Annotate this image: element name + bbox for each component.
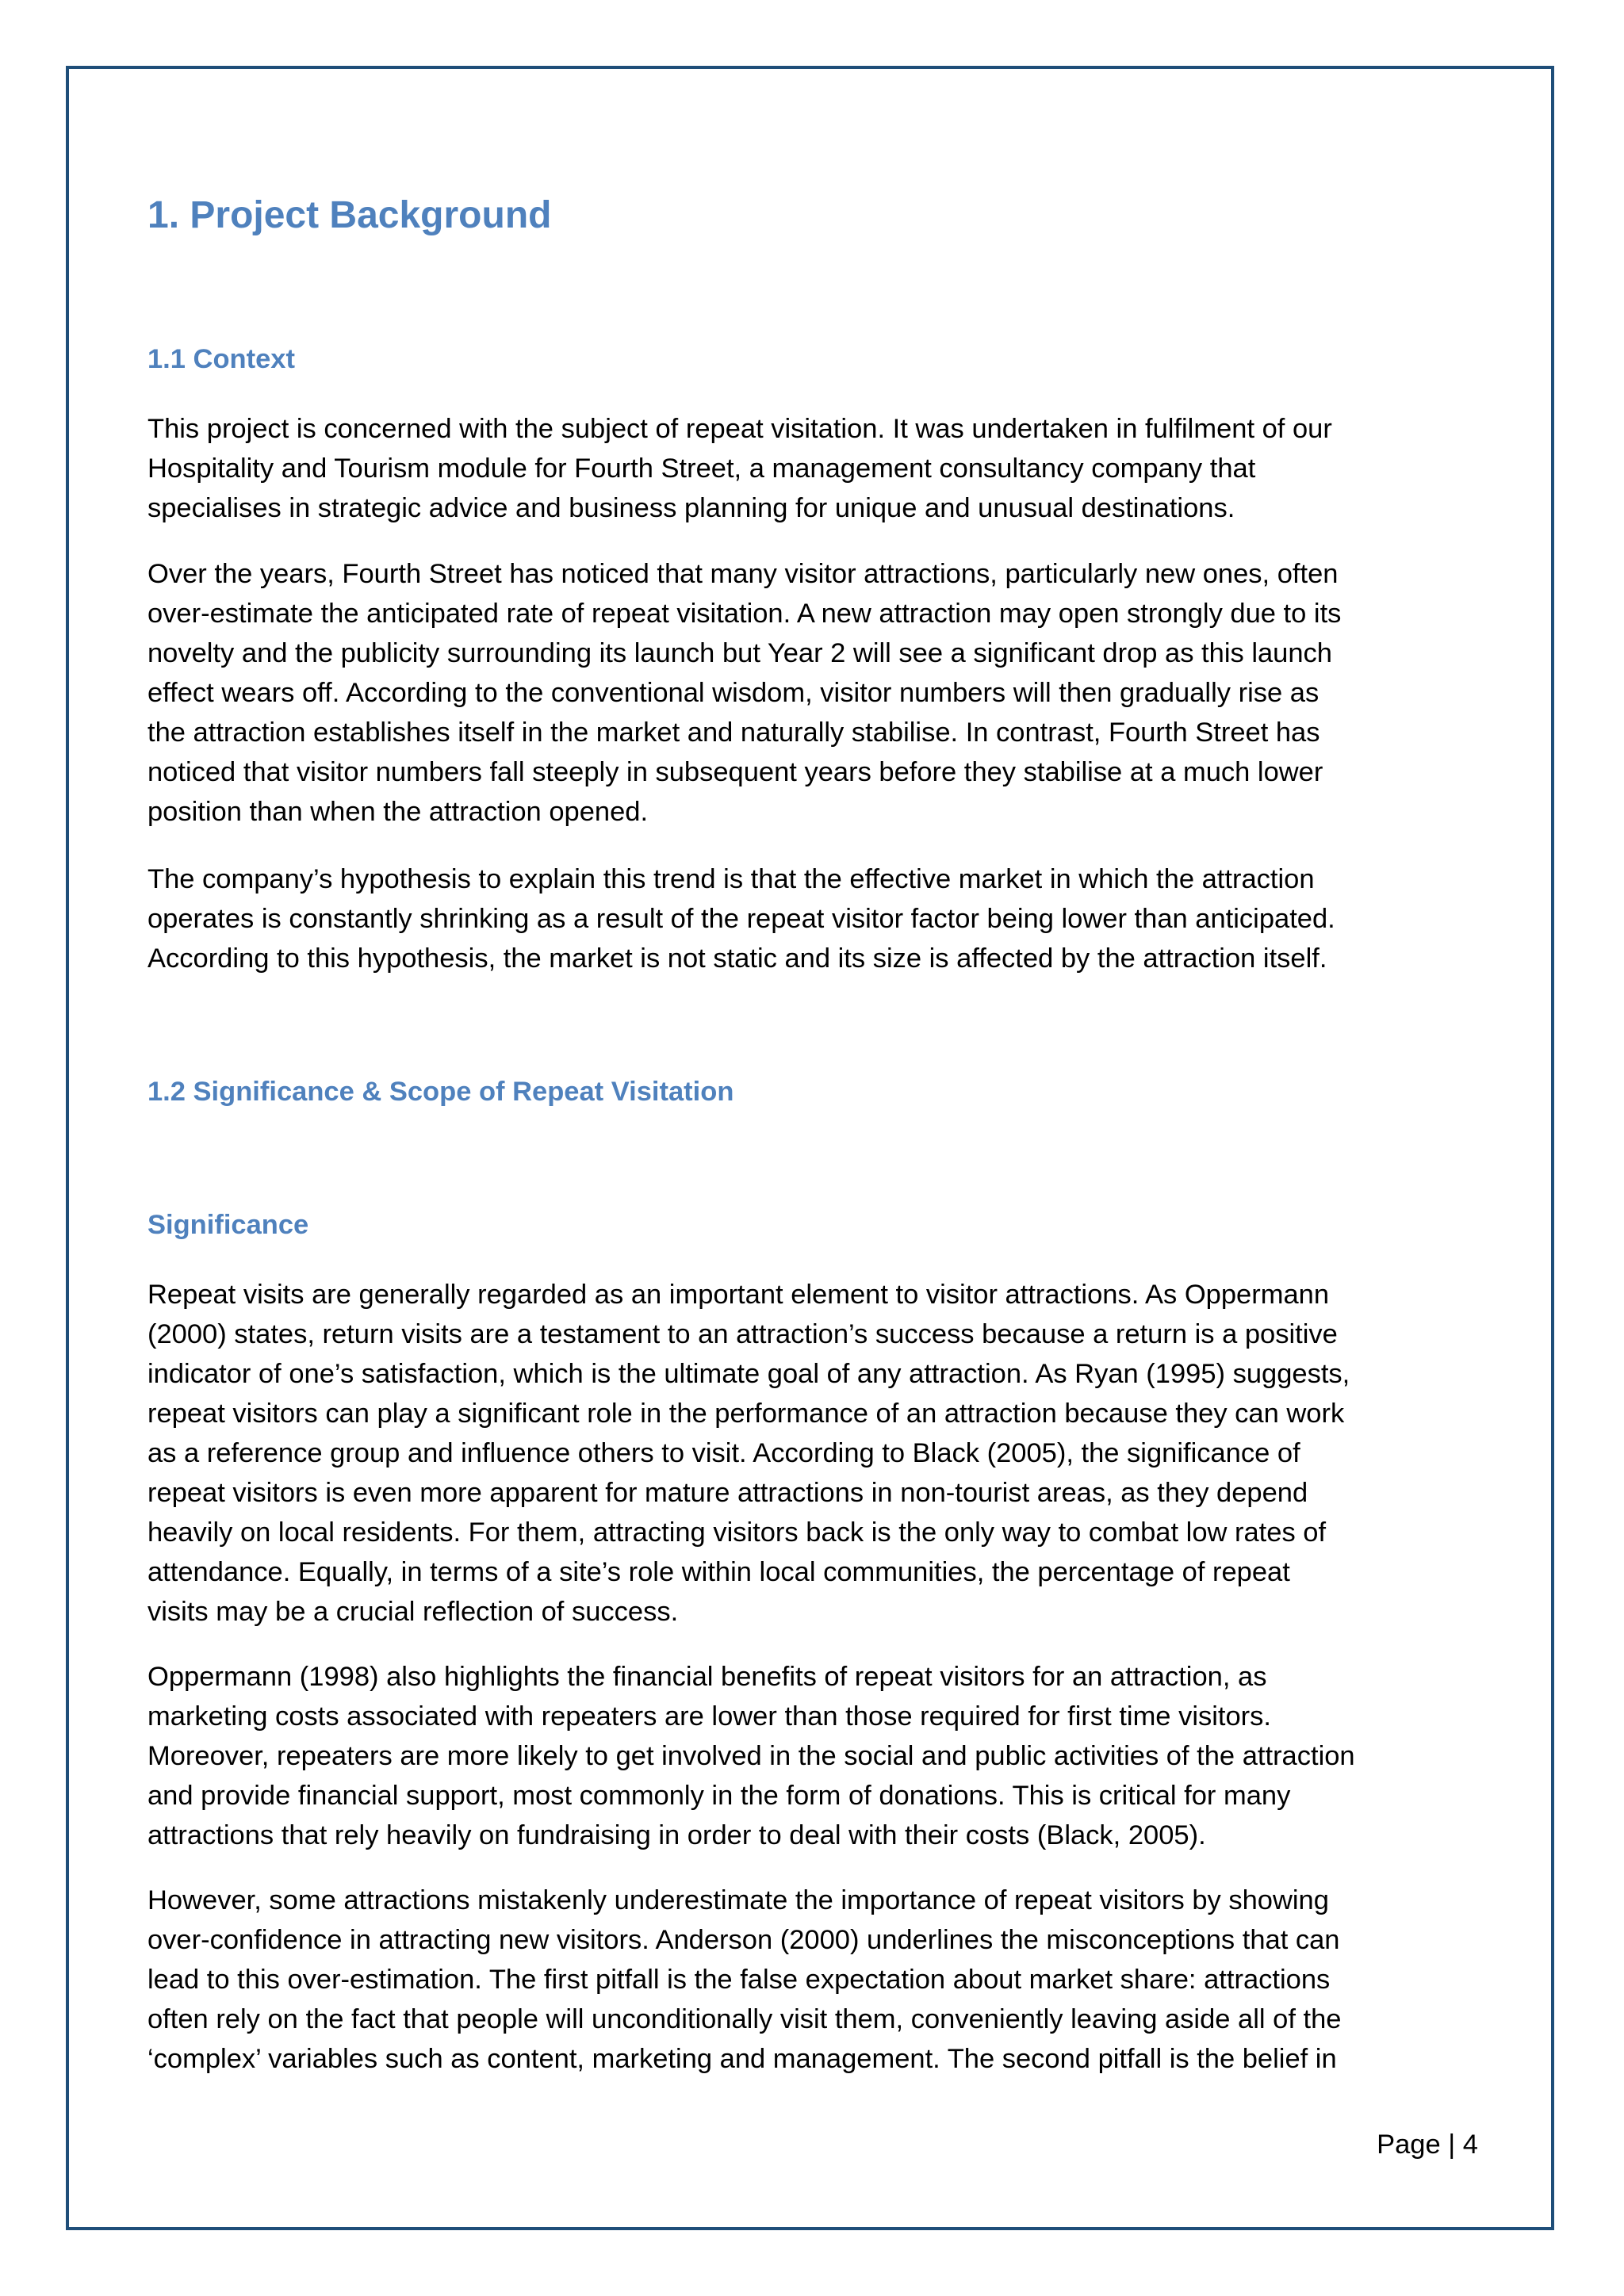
text-line: The company’s hypothesis to explain this trend is that the effective market in which the attraction — [147, 864, 1315, 894]
page-title: 1. Project Background — [147, 194, 552, 236]
text-line: effect wears off. According to the conventional wisdom, visitor numbers will then gradually rise as — [147, 678, 1320, 708]
subsection-heading-significance: Significance — [147, 1210, 309, 1240]
text-line: novelty and the publicity surrounding its launch but Year 2 will see a significant drop as this launch — [147, 638, 1332, 668]
section-heading-significance-scope: 1.2 Significance & Scope of Repeat Visitation — [147, 1077, 734, 1107]
text-line: position than when the attraction opened. — [147, 797, 649, 827]
text-line: This project is concerned with the subject of repeat visitation. It was undertaken in fulfilment of our — [147, 414, 1332, 444]
text-line: heavily on local residents. For them, attracting visitors back is the only way to combat low rates of — [147, 1517, 1327, 1548]
text-line: over-estimate the anticipated rate of repeat visitation. A new attraction may open strongly due to its — [147, 599, 1342, 629]
text-line: However, some attractions mistakenly underestimate the importance of repeat visitors by showing — [147, 1885, 1329, 1915]
text-line: Over the years, Fourth Street has noticed that many visitor attractions, particularly new ones, often — [147, 559, 1339, 589]
text-line: specialises in strategic advice and business planning for unique and unusual destinations. — [147, 493, 1235, 523]
paragraph-significance-1 — [147, 1275, 1350, 1632]
section-heading-context: 1.1 Context — [147, 344, 295, 374]
text-line: and provide financial support, most commonly in the form of donations. This is critical for many — [147, 1781, 1291, 1811]
paragraph-context-3 — [147, 859, 1335, 978]
text-line: Hospitality and Tourism module for Fourth Street, a management consultancy company that — [147, 453, 1256, 484]
text-line: the attraction establishes itself in the market and naturally stabilise. In contrast, Fourth Street has — [147, 718, 1320, 748]
text-line: as a reference group and influence others to visit. According to Black (2005), the significance of — [147, 1438, 1300, 1468]
paragraph-significance-2 — [147, 1657, 1355, 1855]
text-line: repeat visitors is even more apparent for mature attractions in non-tourist areas, as they depend — [147, 1478, 1308, 1508]
text-line: operates is constantly shrinking as a result of the repeat visitor factor being lower than anticipated. — [147, 904, 1335, 934]
text-line: (2000) states, return visits are a testament to an attraction’s success because a return is a positive — [147, 1319, 1338, 1349]
text-line: ‘complex’ variables such as content, marketing and management. The second pitfall is the belief in — [147, 2044, 1337, 2074]
text-line: marketing costs associated with repeaters are lower than those required for first time visitors. — [147, 1701, 1272, 1732]
text-line: lead to this over-estimation. The first pitfall is the false expectation about market share: attractions — [147, 1965, 1331, 1995]
page-number: Page | 4 — [1377, 2130, 1478, 2160]
paragraph-context-2 — [147, 554, 1341, 832]
text-line: often rely on the fact that people will unconditionally visit them, conveniently leaving aside all of the — [147, 2004, 1342, 2034]
paragraph-significance-3 — [147, 1881, 1341, 2079]
text-line: Repeat visits are generally regarded as an important element to visitor attractions. As Oppermann — [147, 1280, 1330, 1310]
text-line: According to this hypothesis, the market is not static and its size is affected by the attraction itself. — [147, 943, 1327, 974]
text-line: over-confidence in attracting new visitors. Anderson (2000) underlines the misconceptions that can — [147, 1925, 1340, 1955]
text-line: Oppermann (1998) also highlights the financial benefits of repeat visitors for an attraction, as — [147, 1662, 1267, 1692]
text-line: repeat visitors can play a significant role in the performance of an attraction because they can work — [147, 1399, 1345, 1429]
paragraph-context-1 — [147, 409, 1332, 528]
text-line: indicator of one’s satisfaction, which is the ultimate goal of any attraction. As Ryan (1995) suggests, — [147, 1359, 1350, 1389]
text-line: attractions that rely heavily on fundraising in order to deal with their costs (Black, 2005). — [147, 1820, 1206, 1850]
text-line: noticed that visitor numbers fall steeply in subsequent years before they stabilise at a much lower — [147, 757, 1323, 787]
text-line: attendance. Equally, in terms of a site’s role within local communities, the percentage of repeat — [147, 1557, 1290, 1587]
text-line: visits may be a crucial reflection of success. — [147, 1597, 679, 1627]
text-line: Moreover, repeaters are more likely to get involved in the social and public activities of the attraction — [147, 1741, 1355, 1771]
